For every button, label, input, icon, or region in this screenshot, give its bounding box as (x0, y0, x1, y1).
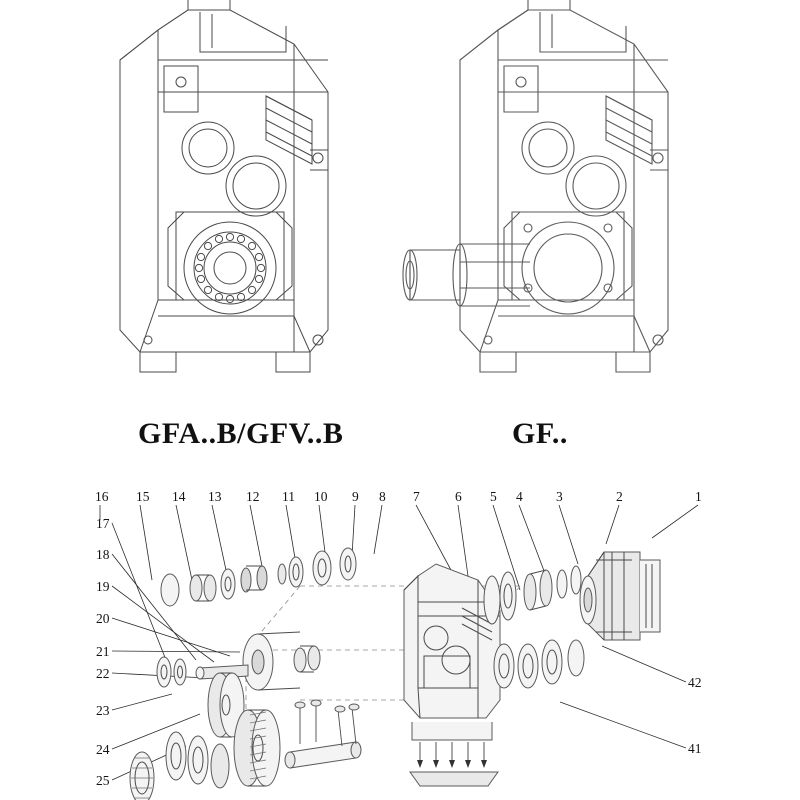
callout-10: 10 (314, 489, 328, 504)
callout-42: 42 (688, 675, 702, 690)
callout-19: 19 (96, 579, 110, 594)
callout-11: 11 (282, 489, 295, 504)
exploded-parts-drawing (0, 460, 800, 800)
callout-15: 15 (136, 489, 150, 504)
callout-7: 7 (413, 489, 420, 504)
callout-20: 20 (96, 611, 110, 626)
callout-9: 9 (352, 489, 359, 504)
callout-18: 18 (96, 547, 110, 562)
callout-3: 3 (556, 489, 563, 504)
callout-12: 12 (246, 489, 260, 504)
callout-13: 13 (208, 489, 222, 504)
caption-right: GF.. (512, 417, 568, 450)
callout-21: 21 (96, 644, 110, 659)
callout-17: 17 (96, 516, 110, 531)
caption-left: GFA..B/GFV..B (138, 417, 344, 450)
callout-8: 8 (379, 489, 386, 504)
gearbox-illustration-left (80, 0, 370, 400)
callout-23: 23 (96, 703, 110, 718)
callout-16: 16 (95, 489, 109, 504)
callout-1: 1 (695, 489, 702, 504)
callout-14: 14 (172, 489, 186, 504)
callout-4: 4 (516, 489, 523, 504)
exploded-parts-view (0, 460, 800, 800)
callout-6: 6 (455, 489, 462, 504)
callout-22: 22 (96, 666, 110, 681)
callout-24: 24 (96, 742, 110, 757)
callout-41: 41 (688, 741, 702, 756)
callout-25: 25 (96, 773, 110, 788)
callout-5: 5 (490, 489, 497, 504)
callout-2: 2 (616, 489, 623, 504)
gearbox-illustration-right (400, 0, 720, 400)
